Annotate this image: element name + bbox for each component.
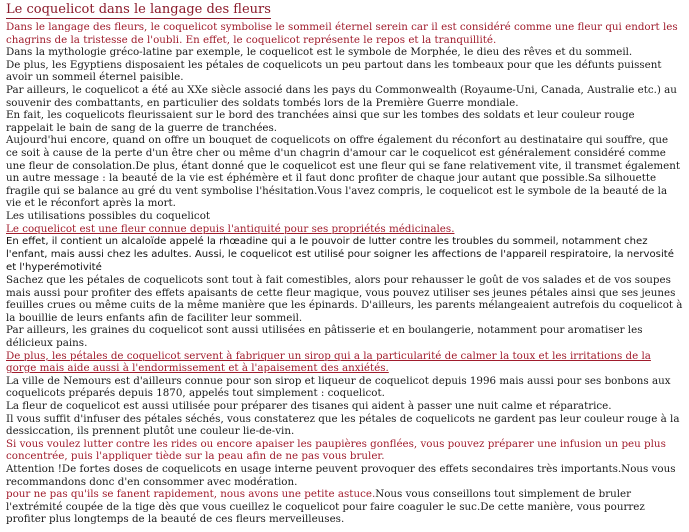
astuce-text: Nous vous conseillons tout simplement de bruler l'extrémité coupée de la tige dès que vous cueillez le coquelicot pour faire coaguler le suc.De cette manière, vous pourrez profiter plus longtemps de la beauté de ces fleurs merveilleuses. [6, 488, 645, 526]
paragraph-morphee: Dans la mythologie gréco-latine par exemple, le coquelicot est le symbole de Morphée, le dieu des rêves et du sommeil. [6, 46, 633, 59]
paragraph-rides: Si vous voulez lutter contre les rides ou encore apaiser les paupières gonflées, vous pouvez préparer une infusion un peu plus concentrée, puis l'appliquer tiède sur la peau afin de ne pas vous bruler. [6, 437, 666, 463]
paragraph-alcaloide: En effet, il contient un alcaloïde appelé la rhœadine qui a le pouvoir de lutter contre les troubles du sommeil, notamment chez l'enfant, mais aussi chez les adultes. Aussi, le coquelicot est utilisé pour soigner les affections de l'appareil respiratoire, la nervosité et l'hyperémotivité [6, 236, 674, 274]
paragraph-graines: Par ailleurs, les graines du coquelicot sont aussi utilisées en pâtisserie et en boulangerie, notamment pour aromatiser les délicieux pains. [6, 324, 643, 350]
paragraph-comestibles: Sachez que les pétales de coquelicots sont tout à fait comestibles, alors pour rehausser le goût de vos salades et de vos soupes mais aussi pour profiter des effets apaisants de cette fleur magique, vous pouvez utiliser ses jeunes pétales ainsi que ses jeunes feuilles crues ou même cuits de la même manière que les épinards. D'ailleurs, les parents mélangeaient autrefois du coquelicot à la bouillie de leurs enfants afin de faciliter leur sommeil. [6, 274, 683, 324]
paragraph-aujourdhui: Aujourd'hui encore, quand on offre un bouquet de coquelicots on offre également du réconfort au destinataire qui souffre, que ce soit à cause de la perte d'un être cher ou même d'un chagrin d'amour car le coquelicot est généralement considéré comme une fleur de consolation.De plus, étant donné que le coquelicot est une fleur qui se fane relativement vite, il transmet également un autre message : la beauté de la vie est éphémère et il faut donc profiter de chaque jour autant que possible.Sa silhouette fragile qui se balance au gré du vent symbolise l'hésitation.Vous l'avez compris, le coquelicot est le symbole de la beauté de la vie et le réconfort après la mort. [6, 134, 680, 210]
page-title: Le coquelicot dans le langage des fleurs [6, 2, 271, 17]
paragraph-attention: Attention !De fortes doses de coquelicots en usage interne peuvent provoquer des effets secondaires très importants.Nous vous recommandons donc d'en consommer avec modération. [6, 463, 676, 488]
section-heading-utilisations: Les utilisations possibles du coquelicot [6, 209, 211, 222]
paragraph-infuser: Il vous suffit d'infuser des pétales séchés, vous constaterez que les pétales de coquelicots ne gardent pas leur couleur rouge à la dessiccation, ils prennent plutôt une couleur lie-de-vin. [6, 412, 680, 438]
paragraph-astuce [6, 488, 683, 526]
astuce-highlight: pour ne pas qu'ils se fanent rapidement, nous avons une petite astuce. [6, 488, 376, 501]
paragraph-egyptiens: De plus, les Egyptiens disposaient les pétales de coquelicots un peu partout dans les tombeaux pour que les défunts puissent avoir un sommeil éternel paisible. [6, 58, 662, 84]
intro-paragraph: Dans le langage des fleurs, le coquelicot symbolise le sommeil éternel serein car il est considéré comme une fleur qui endort les chagrins de la tristesse de l'oubli. En effet, le coquelicot représente le repos et la tranquillité. [6, 21, 678, 46]
paragraph-tisanes: La fleur de coquelicot est aussi utilisée pour préparer des tisanes qui aident à passer une nuit calme et réparatrice. [6, 400, 612, 413]
paragraph-nemours: La ville de Nemours est d'ailleurs connue pour son sirop et liqueur de coquelicot depuis 1996 mais aussi pour ses bonbons aux coquelicots préparés depuis 1870, appelés tout simplement : coquelicot. [6, 374, 671, 400]
paragraph-commonwealth: Par ailleurs, le coquelicot a été au XXe siècle associé dans les pays du Commonwealth (Royaume-Uni, Canada, Australie etc.) au souvenir des combattants, en particulier des soldats tombés lors de la Première Guerre mondiale. [6, 83, 677, 109]
paragraph-tranchees: En fait, les coquelicots fleurissaient sur le bord des tranchées ainsi que sur les tombes des soldats et leur couleur rouge rappelait le bain de sang de la guerre de tranchées. [6, 109, 635, 134]
paragraph-sirop: De plus, les pétales de coquelicot servent à fabriquer un sirop qui a la particularité de calmer la toux et les irritations de la gorge mais aide aussi à l'endormissement et à l'apaisement des anxiétés. [6, 349, 651, 375]
paragraph-antiquite: Le coquelicot est une fleur connue depuis l'antiquité pour ses propriétés médicinales. [6, 222, 455, 235]
